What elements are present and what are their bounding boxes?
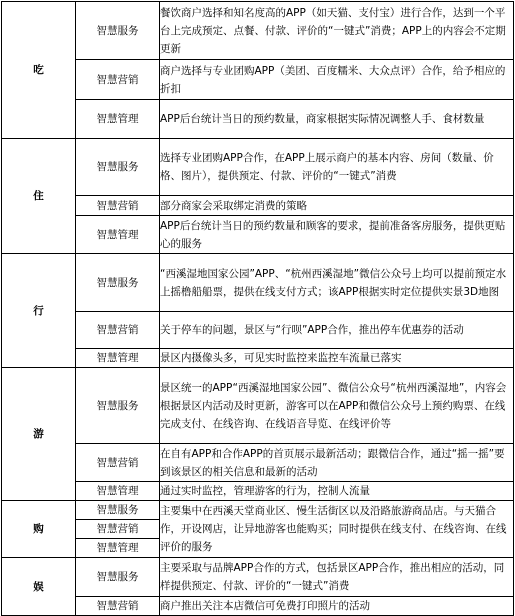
table-row [2,501,514,520]
category-cell: 住 [2,139,76,254]
type-cell: 智慧服务 [76,368,160,444]
category-cell: 娱 [2,558,76,616]
description-cell: APP后台统计当日的预约数量和顾客的要求，提前准备客房服务，提供更贴心的服务 [160,216,514,254]
smart-tourism-table [1,1,514,616]
type-cell: 智慧管理 [76,100,160,139]
table-row [2,100,514,139]
table-row [2,196,514,216]
description-cell: 景区统一的APP“西溪湿地国家公园”、微信公众号“杭州西溪湿地”，内容会根据景区内活动及时更新，游客可以在APP和微信公众号上预约购票、在线完成支付、在线咨询、在线语音导览、在线评价等 [160,368,514,444]
description-cell: 关于停车的问题，景区与“行呗”APP合作，推出停车优惠券的活动 [160,312,514,349]
type-cell: 智慧服务 [76,254,160,312]
type-cell: 智慧管理 [76,539,160,558]
type-cell: 智慧服务 [76,2,160,60]
table-row [2,597,514,616]
table-row [2,482,514,501]
type-cell: 智慧营销 [76,444,160,482]
description-cell: 部分商家会采取绑定消费的策略 [160,196,514,216]
category-cell: 行 [2,254,76,368]
table-row [2,444,514,482]
description-cell: 主要采取与品牌APP合作的方式，包括景区APP合作，推出相应的活动，同样提供预定、付款、评价的“一键式”消费 [160,558,514,597]
description-cell: 商户推出关注本店微信可免费打印照片的活动 [160,597,514,616]
description-cell: 选择专业团购APP合作，在APP上展示商户的基本内容、房间（数量、价格、图片），提供预定、付款、评价的“一键式”消费 [160,139,514,196]
type-cell: 智慧营销 [76,60,160,100]
table-row [2,254,514,312]
description-cell: 餐饮商户选择和知名度高的APP（如天猫、支付宝）进行合作，达到一个平台上完成预定、点餐、付款、评价的“一键式”消费；APP上的内容会不定期更新 [160,2,514,60]
description-cell: 主要集中在西溪天堂商业区、慢生活街区以及沿路旅游商品店。与天猫合作，开设网店，让异地游客也能购买；同时提供在线支付、在线咨询、在线评价的服务 [160,501,514,558]
table-row [2,349,514,368]
category-cell: 购 [2,501,76,558]
description-cell: 景区内摄像头多，可见实时监控来监控车流量已落实 [160,349,514,368]
description-cell: 商户选择与专业团购APP（美团、百度糯米、大众点评）合作，给予相应的折扣 [160,60,514,100]
category-cell: 游 [2,368,76,501]
description-cell: APP后台统计当日的预约数量，商家根据实际情况调整人手、食材数量 [160,100,514,139]
description-cell: 通过实时监控，管理游客的行为，控制人流量 [160,482,514,501]
type-cell: 智慧管理 [76,482,160,501]
table-row [2,139,514,196]
type-cell: 智慧营销 [76,597,160,616]
table-row [2,2,514,60]
table-row [2,312,514,349]
type-cell: 智慧服务 [76,558,160,597]
type-cell: 智慧营销 [76,520,160,539]
type-cell: 智慧管理 [76,216,160,254]
table-row [2,368,514,444]
type-cell: 智慧服务 [76,501,160,520]
table-row [2,216,514,254]
type-cell: 智慧服务 [76,139,160,196]
type-cell: 智慧营销 [76,312,160,349]
type-cell: 智慧管理 [76,349,160,368]
description-cell: “西溪湿地国家公园”APP、“杭州西溪湿地”微信公众号上均可以提前预定水上摇橹船船票，提供在线支付方式；该APP根据实时定位提供实景3D地图 [160,254,514,312]
table-row [2,60,514,100]
description-cell: 在自有APP和合作APP的首页展示最新活动；跟微信合作，通过“摇一摇”要到该景区的相关信息和最新的活动 [160,444,514,482]
table-row [2,558,514,597]
category-cell: 吃 [2,2,76,139]
type-cell: 智慧营销 [76,196,160,216]
